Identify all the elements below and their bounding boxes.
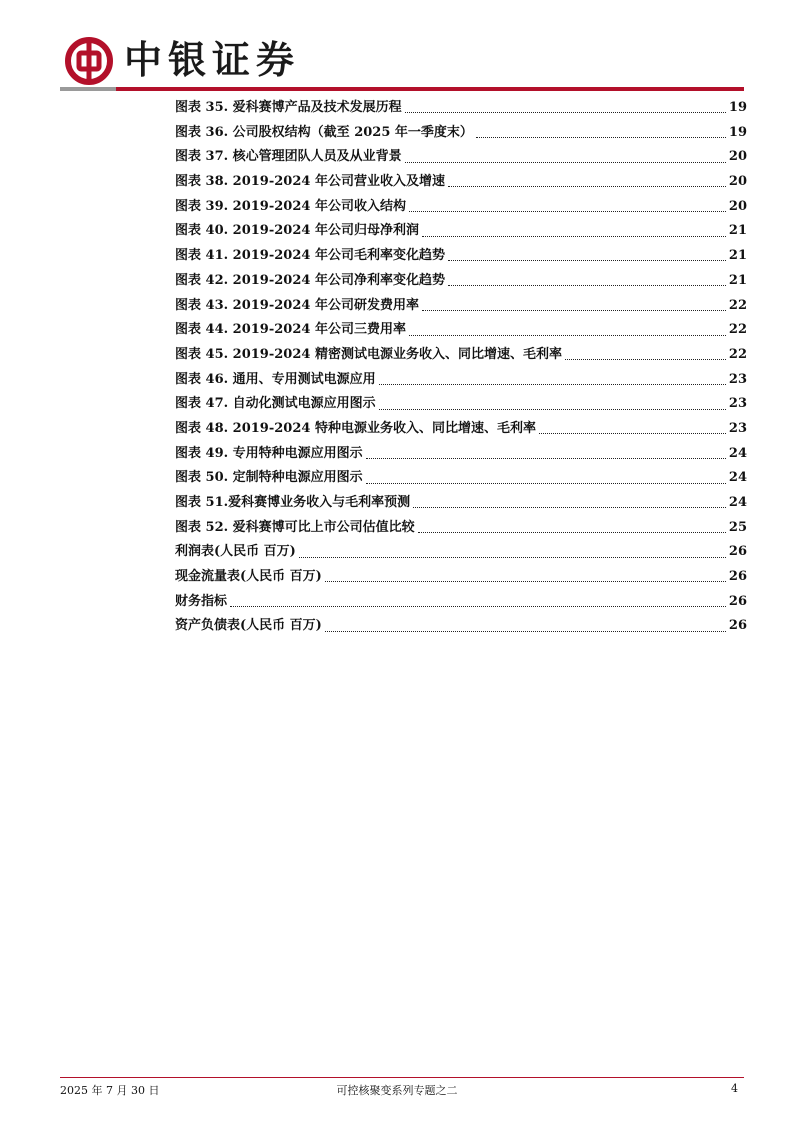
toc-leader-dots <box>565 358 726 360</box>
toc-entry-label: 图表 44. 2019-2024 年公司三费用率 <box>175 322 406 338</box>
toc-leader-dots <box>448 259 726 261</box>
toc-leader-dots <box>539 432 726 434</box>
toc-entry-page: 22 <box>728 297 747 313</box>
toc-leader-dots <box>418 531 726 533</box>
toc-entry-label: 现金流量表(人民币 百万) <box>175 569 322 585</box>
toc-entry-label: 资产负债表(人民币 百万) <box>175 618 322 634</box>
bank-of-china-logo-icon <box>64 36 114 86</box>
toc-leader-dots <box>366 482 726 484</box>
toc-entry-page: 20 <box>728 198 747 214</box>
toc-leader-dots <box>325 630 726 632</box>
page-header <box>0 0 794 92</box>
toc-entry-label: 图表 45. 2019-2024 精密测试电源业务收入、同比增速、毛利率 <box>175 346 562 362</box>
toc-leader-dots <box>325 580 726 582</box>
toc-leader-dots <box>413 506 726 508</box>
toc-entry-page: 24 <box>728 495 747 510</box>
footer-series-title: 可控核聚变系列专题之二 <box>336 1084 458 1097</box>
toc-entry-page: 23 <box>728 420 747 436</box>
toc-entry[interactable] <box>175 392 747 417</box>
toc-entry-label: 图表 50. 定制特种电源应用图示 <box>175 470 363 486</box>
toc-entry-label: 图表 35. 爱科赛博产品及技术发展历程 <box>175 100 402 115</box>
toc-entry-label: 图表 46. 通用、专用测试电源应用 <box>175 371 376 387</box>
toc-entry-page: 22 <box>728 346 747 362</box>
toc-entry[interactable] <box>175 96 747 121</box>
toc-entry-label: 图表 52. 爱科赛博可比上市公司估值比较 <box>175 519 415 535</box>
toc-entry-page: 24 <box>728 470 747 486</box>
toc-entry[interactable] <box>175 442 747 467</box>
toc-entry-page: 21 <box>728 272 747 288</box>
footer-rule <box>60 1077 744 1078</box>
toc-entry-label: 图表 43. 2019-2024 年公司研发费用率 <box>175 297 419 313</box>
toc-leader-dots <box>422 309 726 311</box>
toc-entry-label: 图表 47. 自动化测试电源应用图示 <box>175 396 376 412</box>
toc-entry[interactable] <box>175 540 747 565</box>
toc-entry-label: 图表 37. 核心管理团队人员及从业背景 <box>175 149 402 165</box>
toc-entry-page: 20 <box>728 174 747 190</box>
toc-entry[interactable] <box>175 565 747 590</box>
toc-leader-dots <box>409 334 726 336</box>
toc-entry-page: 19 <box>728 124 747 140</box>
toc-leader-dots <box>405 161 726 163</box>
toc-entry-page: 26 <box>728 544 747 560</box>
toc-entry-page: 26 <box>728 593 747 609</box>
toc-entry[interactable] <box>175 466 747 491</box>
toc-entry-label: 利润表(人民币 百万) <box>175 544 296 560</box>
toc-entry[interactable] <box>175 318 747 343</box>
toc-entry[interactable] <box>175 145 747 170</box>
toc-entry[interactable] <box>175 269 747 294</box>
toc-entry-label: 图表 38. 2019-2024 年公司营业收入及增速 <box>175 174 445 190</box>
toc-entry[interactable] <box>175 368 747 393</box>
header-rule-grey <box>60 87 116 91</box>
footer-page-number: 4 <box>731 1082 738 1095</box>
toc-leader-dots <box>379 408 726 410</box>
toc-entry[interactable] <box>175 121 747 146</box>
toc-entry[interactable] <box>175 219 747 244</box>
toc-leader-dots <box>448 284 726 286</box>
header-rule-red <box>116 87 744 91</box>
toc-entry-page: 20 <box>728 149 747 165</box>
toc-entry[interactable] <box>175 244 747 269</box>
footer-date: 2025 年 7 月 30 日 <box>60 1084 160 1097</box>
toc-leader-dots <box>405 111 726 113</box>
toc-entry[interactable] <box>175 195 747 220</box>
brand-name: 中银证券 <box>124 38 301 82</box>
toc-entry-label: 财务指标 <box>175 593 228 609</box>
toc-leader-dots <box>422 235 726 237</box>
toc-entry[interactable] <box>175 590 747 615</box>
toc-entry-label: 图表 42. 2019-2024 年公司净利率变化趋势 <box>175 272 445 288</box>
toc-entry-page: 25 <box>728 519 747 535</box>
toc-entry[interactable] <box>175 294 747 319</box>
toc-entry-label: 图表 48. 2019-2024 特种电源业务收入、同比增速、毛利率 <box>175 420 536 436</box>
toc-leader-dots <box>409 210 726 212</box>
toc-entry-label: 图表 39. 2019-2024 年公司收入结构 <box>175 198 406 214</box>
toc-leader-dots <box>366 457 726 459</box>
toc-leader-dots <box>448 185 726 187</box>
toc-leader-dots <box>230 605 726 607</box>
table-of-figures <box>175 96 747 639</box>
toc-entry[interactable] <box>175 614 747 639</box>
toc-entry[interactable] <box>175 491 747 516</box>
toc-leader-dots <box>476 136 726 138</box>
toc-entry-page: 22 <box>728 322 747 338</box>
toc-entry-page: 19 <box>728 100 747 115</box>
toc-entry-page: 21 <box>728 248 747 264</box>
toc-leader-dots <box>379 383 726 385</box>
toc-entry-page: 24 <box>728 445 747 461</box>
toc-entry-label: 图表 41. 2019-2024 年公司毛利率变化趋势 <box>175 248 445 264</box>
toc-entry-label: 图表 51.爱科赛博业务收入与毛利率预测 <box>175 495 411 510</box>
toc-entry-label: 图表 40. 2019-2024 年公司归母净利润 <box>175 223 419 239</box>
toc-entry-label: 图表 49. 专用特种电源应用图示 <box>175 445 363 461</box>
toc-entry-page: 26 <box>728 569 747 585</box>
toc-entry-page: 23 <box>728 371 747 387</box>
toc-entry-page: 26 <box>728 618 747 634</box>
toc-entry[interactable] <box>175 343 747 368</box>
toc-entry-page: 23 <box>728 396 747 412</box>
toc-entry-page: 21 <box>728 223 747 239</box>
toc-entry[interactable] <box>175 417 747 442</box>
toc-entry[interactable] <box>175 516 747 541</box>
toc-entry-label: 图表 36. 公司股权结构（截至 2025 年一季度末） <box>175 124 473 140</box>
toc-entry[interactable] <box>175 170 747 195</box>
toc-leader-dots <box>299 556 726 558</box>
